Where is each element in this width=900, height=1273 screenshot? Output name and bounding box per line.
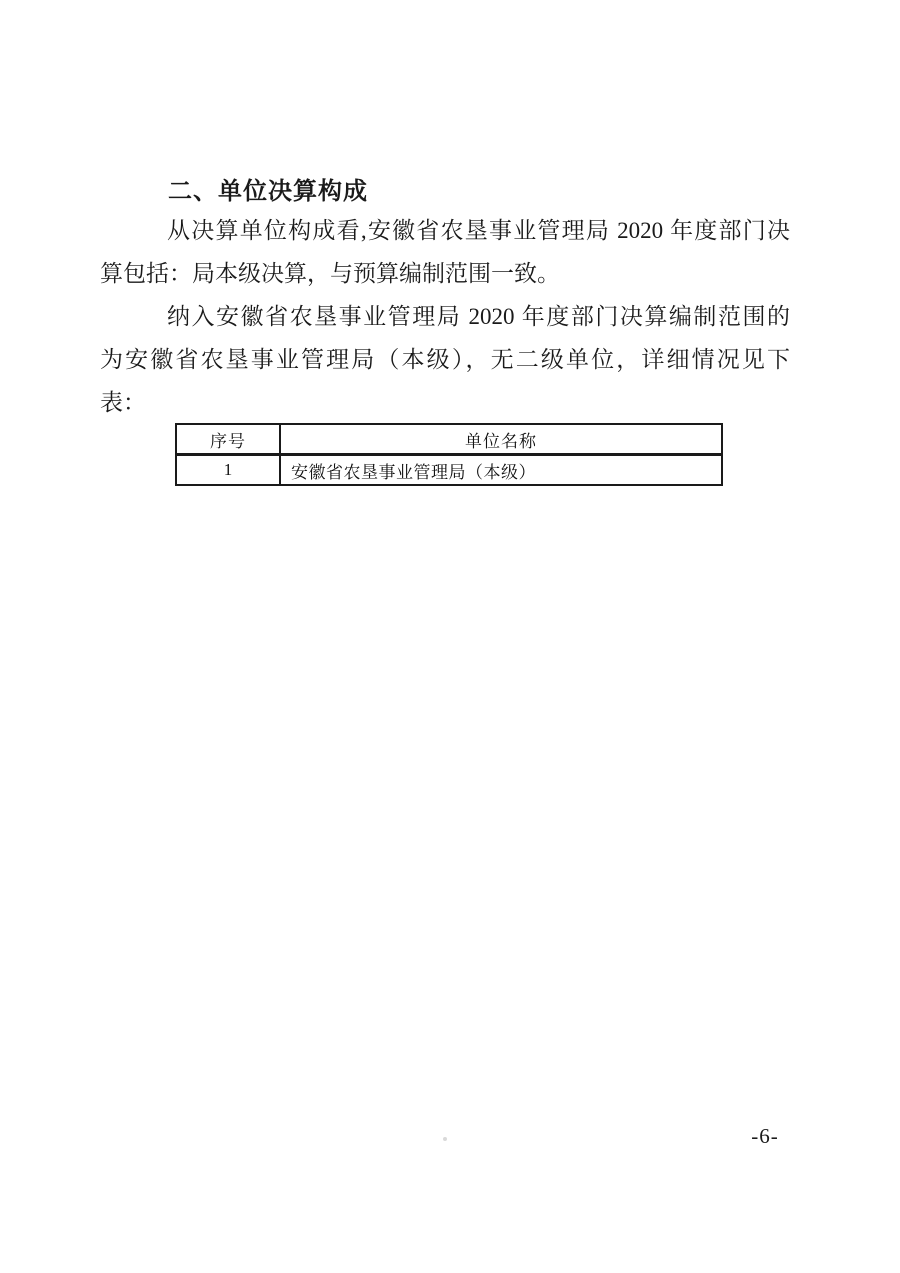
table-cell-index: 1 [176,455,280,486]
paragraph2-line3: 表： [100,390,146,415]
page-number: -6- [751,1124,779,1148]
section-heading: 二、单位决算构成 [168,178,368,205]
body-text-block [100,209,790,424]
paragraph2-line2: 为安徽省农垦事业管理局（本级），无二级单位，详细情况见下 [100,347,790,372]
paragraph1-line2: 算包括：局本级决算，与预算编制范围一致。 [100,261,560,286]
table-header-index: 序号 [176,424,280,455]
scan-artifact-dot [443,1137,447,1141]
table-cell-unit-name: 安徽省农垦事业管理局（本级） [280,455,722,486]
paragraph1-line1: 从决算单位构成看,安徽省农垦事业管理局 2020 年度部门决 [167,218,790,243]
table-header-row [176,424,722,455]
unit-list-table [175,423,723,486]
table-row [176,455,722,486]
table-header-unit-name: 单位名称 [280,424,722,455]
paragraph2-line1: 纳入安徽省农垦事业管理局 2020 年度部门决算编制范围的 [167,304,790,329]
